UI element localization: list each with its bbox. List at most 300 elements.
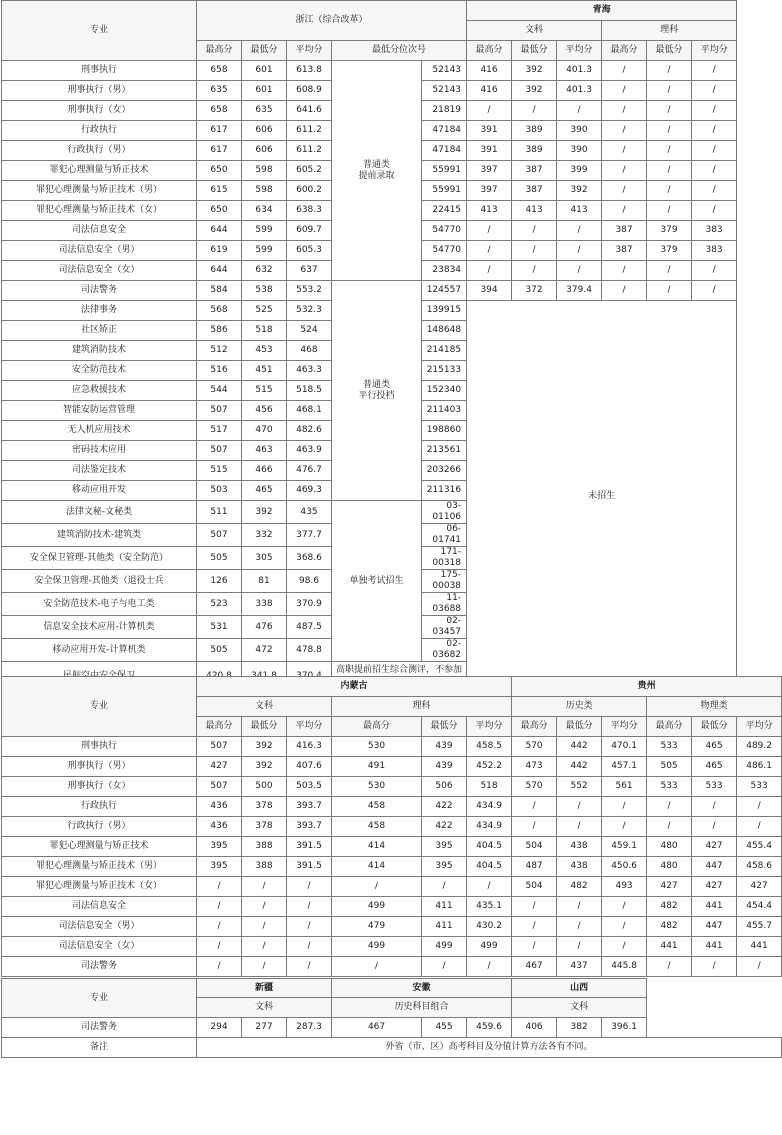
score-cell: 635 [242,101,287,121]
score-cell: 435.1 [467,897,512,917]
column-header-rank: 最低分位次号 [332,41,467,61]
score-cell: 515 [242,381,287,401]
score-cell: 378 [242,817,287,837]
column-header-major: 专业 [2,1,197,61]
score-cell: 379 [647,221,692,241]
score-cell: 533 [647,777,692,797]
column-header-max: 最高分 [332,717,422,737]
score-cell: 632 [242,261,287,281]
table-row [2,937,782,957]
score-cell: / [512,797,557,817]
score-cell: 438 [557,857,602,877]
score-cell: 491 [332,757,422,777]
column-header-min: 最低分 [242,41,287,61]
score-cell: 434.9 [467,797,512,817]
table-row [2,61,782,81]
score-cell: 383 [692,221,737,241]
score-cell: 470 [242,421,287,441]
score-cell: / [602,101,647,121]
rank-cell: 55991 [422,161,467,181]
score-cell: / [242,877,287,897]
batch-parallel-admission: 普通类 平行投档 [332,281,422,501]
score-cell: / [557,817,602,837]
batch-separate-exam: 单独考试招生 [332,501,422,662]
score-cell: 455.7 [737,917,782,937]
score-cell: / [647,161,692,181]
score-cell: / [647,181,692,201]
rank-cell: 211316 [422,481,467,501]
score-cell: 368.6 [287,547,332,570]
score-cell: 538 [242,281,287,301]
blank-cell [647,979,782,1038]
major-name-cell: 罪犯心理测量与矫正技术（女） [2,201,197,221]
score-cell: 605.2 [287,161,332,181]
score-cell: / [422,877,467,897]
score-cell: / [647,957,692,977]
score-cell: 413 [557,201,602,221]
rank-cell: 06-01741 [422,524,467,547]
header-row [2,677,782,697]
score-cell: 414 [332,857,422,877]
score-cell: / [197,877,242,897]
qinghai-like-header: 理科 [602,21,737,41]
score-cell: / [692,797,737,817]
score-cell: / [647,201,692,221]
score-cell: / [602,897,647,917]
rank-cell: 213561 [422,441,467,461]
score-cell: / [602,181,647,201]
score-cell: 388 [242,837,287,857]
neimenggu-like-header: 理科 [332,697,512,717]
score-cell: 533 [737,777,782,797]
score-cell: 427 [692,877,737,897]
guizhou-history-header: 历史类 [512,697,647,717]
table-row [2,897,782,917]
score-cell: 487.5 [287,616,332,639]
score-cell: 277 [242,1018,287,1038]
rank-cell: 21819 [422,101,467,121]
score-cell: 507 [197,401,242,421]
score-cell: 389 [512,141,557,161]
major-name-cell: 罪犯心理测量与矫正技术 [2,837,197,857]
score-cell: 606 [242,141,287,161]
score-cell: 434.9 [467,817,512,837]
score-cell: / [692,81,737,101]
score-cell: / [647,141,692,161]
major-name-cell: 司法信息安全（男） [2,241,197,261]
rank-cell: 11-03688 [422,593,467,616]
score-cell: 599 [242,241,287,261]
score-cell: / [647,817,692,837]
score-cell: 437 [557,957,602,977]
score-cell: 467 [512,957,557,977]
score-cell: 518 [242,321,287,341]
rank-cell: 139915 [422,301,467,321]
score-cell: 427 [737,877,782,897]
rank-cell: 47184 [422,121,467,141]
column-header-min: 最低分 [692,717,737,737]
score-cell: 500 [242,777,287,797]
major-name-cell: 法律事务 [2,301,197,321]
score-cell: 305 [242,547,287,570]
score-cell: 441 [692,897,737,917]
score-cell: 466 [242,461,287,481]
rank-cell: 175-00038 [422,570,467,593]
score-cell: 499 [467,937,512,957]
score-cell: / [692,61,737,81]
rank-cell: 124557 [422,281,467,301]
rank-cell: 203266 [422,461,467,481]
score-cell: 392 [242,501,287,524]
score-cell: / [692,261,737,281]
score-cell: 441 [737,937,782,957]
score-cell: 451 [242,361,287,381]
zhejiang-header: 浙江（综合改革） [197,1,467,41]
score-cell: / [467,877,512,897]
score-cell: 516 [197,361,242,381]
score-cell: 442 [557,737,602,757]
major-name-cell: 司法警务 [2,1018,197,1038]
score-cell: 470.1 [602,737,647,757]
score-cell: 561 [602,777,647,797]
score-cell: / [512,817,557,837]
score-cell: 482 [557,877,602,897]
column-header-avg: 平均分 [737,717,782,737]
score-cell: 487 [512,857,557,877]
score-cell: / [287,897,332,917]
rank-cell: 23834 [422,261,467,281]
score-cell: / [287,917,332,937]
rank-cell: 148648 [422,321,467,341]
score-cell: 507 [197,777,242,797]
score-cell: / [242,897,287,917]
score-cell: 372 [512,281,557,301]
score-cell: / [602,817,647,837]
score-cell: 370.9 [287,593,332,616]
neimenggu-header: 内蒙古 [197,677,512,697]
score-cell: 608.9 [287,81,332,101]
rank-cell: 02-03457 [422,616,467,639]
score-cell: / [737,817,782,837]
qinghai-wenke-header: 文科 [467,21,602,41]
table-row [2,737,782,757]
table-zhejiang-qinghai [1,0,782,692]
score-cell: 570 [512,737,557,757]
score-cell: / [287,957,332,977]
score-cell: 479 [332,917,422,937]
score-cell: / [557,897,602,917]
score-cell: 393.7 [287,817,332,837]
score-cell: 388 [242,857,287,877]
score-cell: 406 [512,1018,557,1038]
qinghai-header: 青海 [467,1,737,21]
major-name-cell: 法律文秘-文秘类 [2,501,197,524]
score-cell: 467 [332,1018,422,1038]
major-name-cell: 安全保卫管理-其他类（安全防范） [2,547,197,570]
score-cell: 458.6 [737,857,782,877]
score-cell: 533 [692,777,737,797]
score-cell: 427 [197,757,242,777]
score-cell: / [647,281,692,301]
score-cell: 617 [197,121,242,141]
rank-cell: 214185 [422,341,467,361]
score-cell: 404.5 [467,857,512,877]
score-cell: 601 [242,61,287,81]
anhui-header: 安徽 [332,979,512,998]
score-cell: 530 [332,777,422,797]
shanxi-wenke-header: 文科 [512,998,647,1018]
score-cell: 422 [422,797,467,817]
score-cell: 395 [422,857,467,877]
score-cell: 383 [692,241,737,261]
score-cell: 482 [647,897,692,917]
major-name-cell: 建筑消防技术 [2,341,197,361]
score-cell: 531 [197,616,242,639]
score-cell: 505 [197,547,242,570]
rank-cell: 22415 [422,201,467,221]
xinjiang-wenke-header: 文科 [197,998,332,1018]
score-cell: 511 [197,501,242,524]
score-cell: / [602,81,647,101]
score-cell: / [692,101,737,121]
major-name-cell: 刑事执行（男） [2,81,197,101]
score-cell: 499 [422,937,467,957]
score-cell: 430.2 [467,917,512,937]
rank-cell: 198860 [422,421,467,441]
major-name-cell: 司法鉴定技术 [2,461,197,481]
remark-text: 外省（市、区）高考科目及分值计算方法各有不同。 [197,1038,782,1058]
header-row [2,1,782,21]
score-cell: / [467,221,512,241]
score-cell: / [647,261,692,281]
column-header-major: 专业 [2,677,197,737]
major-name-cell: 刑事执行（女） [2,101,197,121]
score-cell: 416 [467,81,512,101]
rank-cell: 152340 [422,381,467,401]
score-cell: 609.7 [287,221,332,241]
score-cell: / [557,937,602,957]
score-cell: 584 [197,281,242,301]
score-cell: 294 [197,1018,242,1038]
score-cell: 606 [242,121,287,141]
score-cell: / [242,937,287,957]
score-cell: 441 [692,937,737,957]
score-cell: 390 [557,141,602,161]
score-cell: / [242,917,287,937]
rank-cell: 47184 [422,141,467,161]
score-cell: 506 [422,777,467,797]
score-cell: 338 [242,593,287,616]
score-cell: 458 [332,817,422,837]
remark-row [2,1038,782,1058]
score-cell: 387 [512,161,557,181]
score-cell: 458 [332,797,422,817]
score-cell: 427 [647,877,692,897]
score-cell: / [692,141,737,161]
shanxi-header: 山西 [512,979,647,998]
column-header-min: 最低分 [242,717,287,737]
rank-cell: 211403 [422,401,467,421]
score-cell: 644 [197,261,242,281]
table-row [2,877,782,897]
major-name-cell: 司法警务 [2,281,197,301]
rank-cell: 52143 [422,61,467,81]
table-row [2,757,782,777]
score-cell: 605.3 [287,241,332,261]
score-cell: 463.9 [287,441,332,461]
score-cell: / [467,261,512,281]
major-name-cell: 罪犯心理测量与矫正技术（男） [2,181,197,201]
score-cell: 518.5 [287,381,332,401]
score-cell: 533 [647,737,692,757]
score-cell: 517 [197,421,242,441]
score-cell: 634 [242,201,287,221]
score-cell: 611.2 [287,141,332,161]
score-cell: 387 [602,221,647,241]
score-cell: 638.3 [287,201,332,221]
major-name-cell: 社区矫正 [2,321,197,341]
score-cell: 465 [692,737,737,757]
score-cell: 387 [512,181,557,201]
rank-cell: 55991 [422,181,467,201]
column-header-max: 最高分 [602,41,647,61]
table-row [2,837,782,857]
score-cell: 507 [197,441,242,461]
score-cell: 391 [467,141,512,161]
column-header-min: 最低分 [512,41,557,61]
score-cell: 332 [242,524,287,547]
batch-vocational-note: 高职提前招生综合测评，不参加 [332,662,467,692]
major-name-cell: 建筑消防技术-建筑类 [2,524,197,547]
score-cell: 387 [602,241,647,261]
score-cell: 439 [422,737,467,757]
score-cell: 413 [467,201,512,221]
score-cell: / [692,121,737,141]
major-name-cell: 司法信息安全（女） [2,937,197,957]
score-cell: / [197,937,242,957]
score-cell: 391.5 [287,837,332,857]
score-cell: 392 [512,81,557,101]
score-cell: 635 [197,81,242,101]
header-row [2,979,782,998]
table-row [2,857,782,877]
column-header-min: 最低分 [557,717,602,737]
score-cell: 442 [557,757,602,777]
guizhou-header: 贵州 [512,677,782,697]
major-name-cell: 安全保卫管理-其他类（退役士兵 [2,570,197,593]
score-cell: 480 [647,857,692,877]
score-cell: 379 [647,241,692,261]
score-cell: 411 [422,897,467,917]
score-cell: 455 [422,1018,467,1038]
rank-cell: 54770 [422,241,467,261]
score-cell: 650 [197,201,242,221]
score-cell: 447 [692,857,737,877]
score-cell: 465 [242,481,287,501]
column-header-max: 最高分 [197,41,242,61]
score-cell: 617 [197,141,242,161]
rank-cell: 03-01106 [422,501,467,524]
batch-early-admission: 普通类 提前录取 [332,61,422,281]
column-header-avg: 平均分 [692,41,737,61]
score-cell: 499 [332,897,422,917]
score-cell: / [467,957,512,977]
neimenggu-wenke-header: 文科 [197,697,332,717]
score-cell: / [197,957,242,977]
score-cell: 504 [512,837,557,857]
score-cell: / [602,201,647,221]
score-cell: 650 [197,161,242,181]
score-cell: 611.2 [287,121,332,141]
major-name-cell: 罪犯心理测量与矫正技术（男） [2,857,197,877]
score-cell: 407.6 [287,757,332,777]
score-cell: / [287,937,332,957]
score-cell: / [512,897,557,917]
score-cell: 441 [647,937,692,957]
score-cell: / [332,877,422,897]
score-cell: / [512,917,557,937]
score-cell: / [692,201,737,221]
score-cell: / [692,161,737,181]
xinjiang-header: 新疆 [197,979,332,998]
score-cell: 493 [602,877,647,897]
major-name-cell: 行政执行（男） [2,141,197,161]
score-cell: 453 [242,341,287,361]
score-cell: / [512,101,557,121]
score-cell: 600.2 [287,181,332,201]
score-cell: 599 [242,221,287,241]
major-name-cell: 刑事执行（男） [2,757,197,777]
score-cell: 482 [647,917,692,937]
score-cell: 401.3 [557,61,602,81]
score-cell: 598 [242,161,287,181]
table-row [2,817,782,837]
score-cell: 525 [242,301,287,321]
score-cell: 411 [422,917,467,937]
score-cell: / [512,261,557,281]
table-row [2,917,782,937]
score-cell: 389 [512,121,557,141]
score-cell: 613.8 [287,61,332,81]
score-cell: 379.4 [557,281,602,301]
score-cell: 404.5 [467,837,512,857]
score-cell: / [647,797,692,817]
score-cell: / [602,61,647,81]
score-cell: / [737,797,782,817]
table-row [2,957,782,977]
major-name-cell: 司法信息安全 [2,221,197,241]
score-cell: 392 [512,61,557,81]
score-cell: 505 [197,639,242,662]
major-name-cell: 刑事执行 [2,61,197,81]
score-cell: 397 [467,181,512,201]
score-cell: / [557,261,602,281]
rank-cell: 171-00318 [422,547,467,570]
score-cell: 391 [467,121,512,141]
score-cell: 427 [692,837,737,857]
score-cell: 399 [557,161,602,181]
score-cell: / [647,81,692,101]
score-cell: / [287,877,332,897]
rank-cell: 02-03682 [422,639,467,662]
major-name-cell: 无人机应用技术 [2,421,197,441]
score-cell: / [602,161,647,181]
anhui-history-combo-header: 历史科目组合 [332,998,512,1018]
score-cell: 615 [197,181,242,201]
score-cell: / [512,937,557,957]
score-cell: 392 [242,757,287,777]
score-cell: 390 [557,121,602,141]
